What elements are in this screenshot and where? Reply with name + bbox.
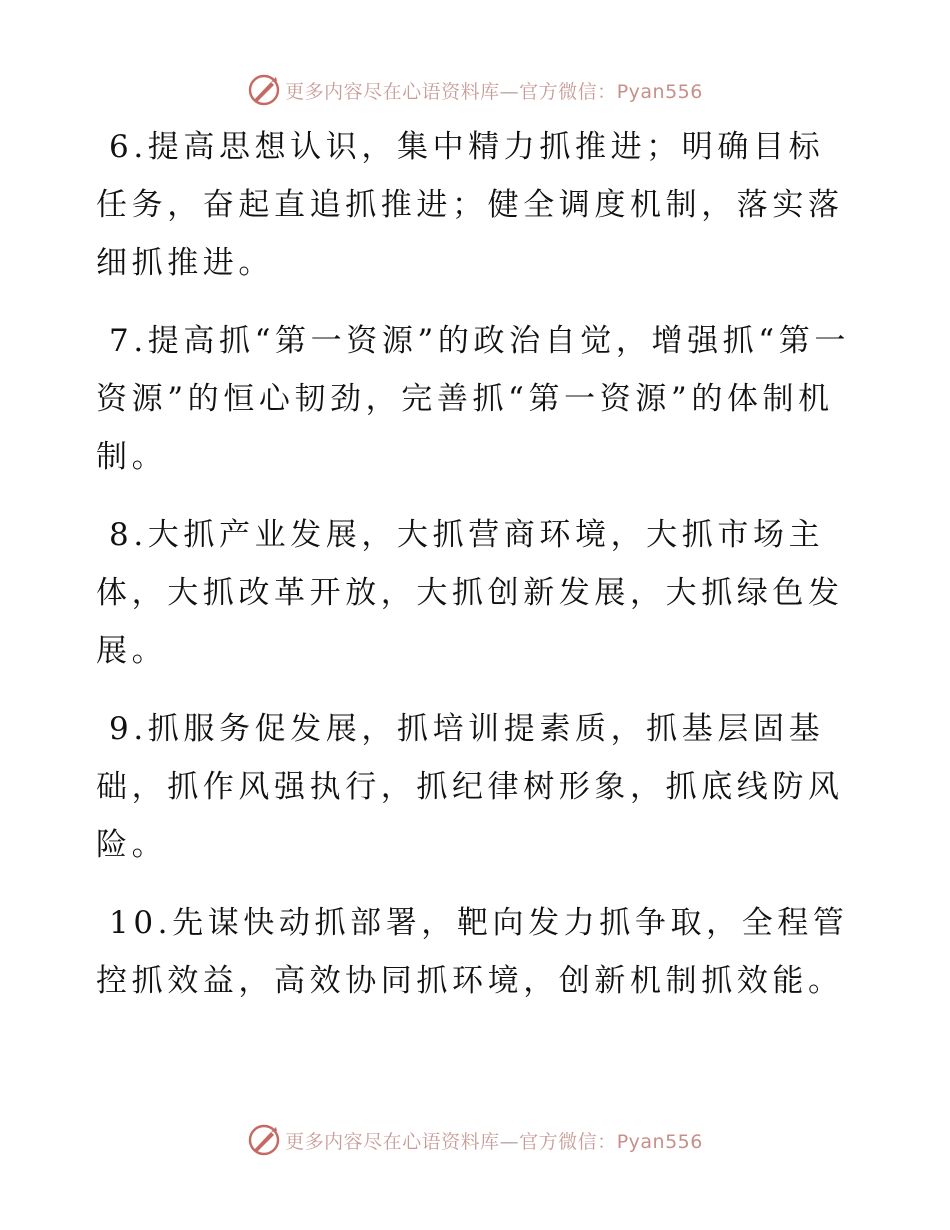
watermark-text: 更多内容尽在心语资料库—官方微信：Pyan556 (285, 80, 703, 103)
paragraph-9: 9.抓服务促发展，抓培训提素质，抓基层固基础，抓作风强执行，抓纪律树形象，抓底线防风险。 (96, 711, 844, 863)
document-body (96, 118, 856, 1030)
quill-logo-icon (247, 1123, 281, 1157)
paragraph-6: 6.提高思想认识，集中精力抓推进；明确目标任务，奋起直追抓推进；健全调度机制，落实落细抓推进。 (96, 129, 844, 281)
header-watermark (0, 70, 950, 110)
paragraph-10: 10.先谋快动抓部署，靶向发力抓争取，全程管控抓效益，高效协同抓环境，创新机制抓效能。 (96, 905, 849, 999)
watermark-text: 更多内容尽在心语资料库—官方微信：Pyan556 (285, 1130, 703, 1153)
paragraph-7: 7.提高抓“第一资源”的政治自觉，增强抓“第一资源”的恒心韧劲，完善抓“第一资源”的体制机制。 (96, 323, 850, 475)
quill-logo-icon (247, 73, 281, 107)
paragraph-8: 8.大抓产业发展，大抓营商环境，大抓市场主体，大抓改革开放，大抓创新发展，大抓绿色发展。 (96, 517, 844, 669)
footer-watermark (0, 1120, 950, 1160)
